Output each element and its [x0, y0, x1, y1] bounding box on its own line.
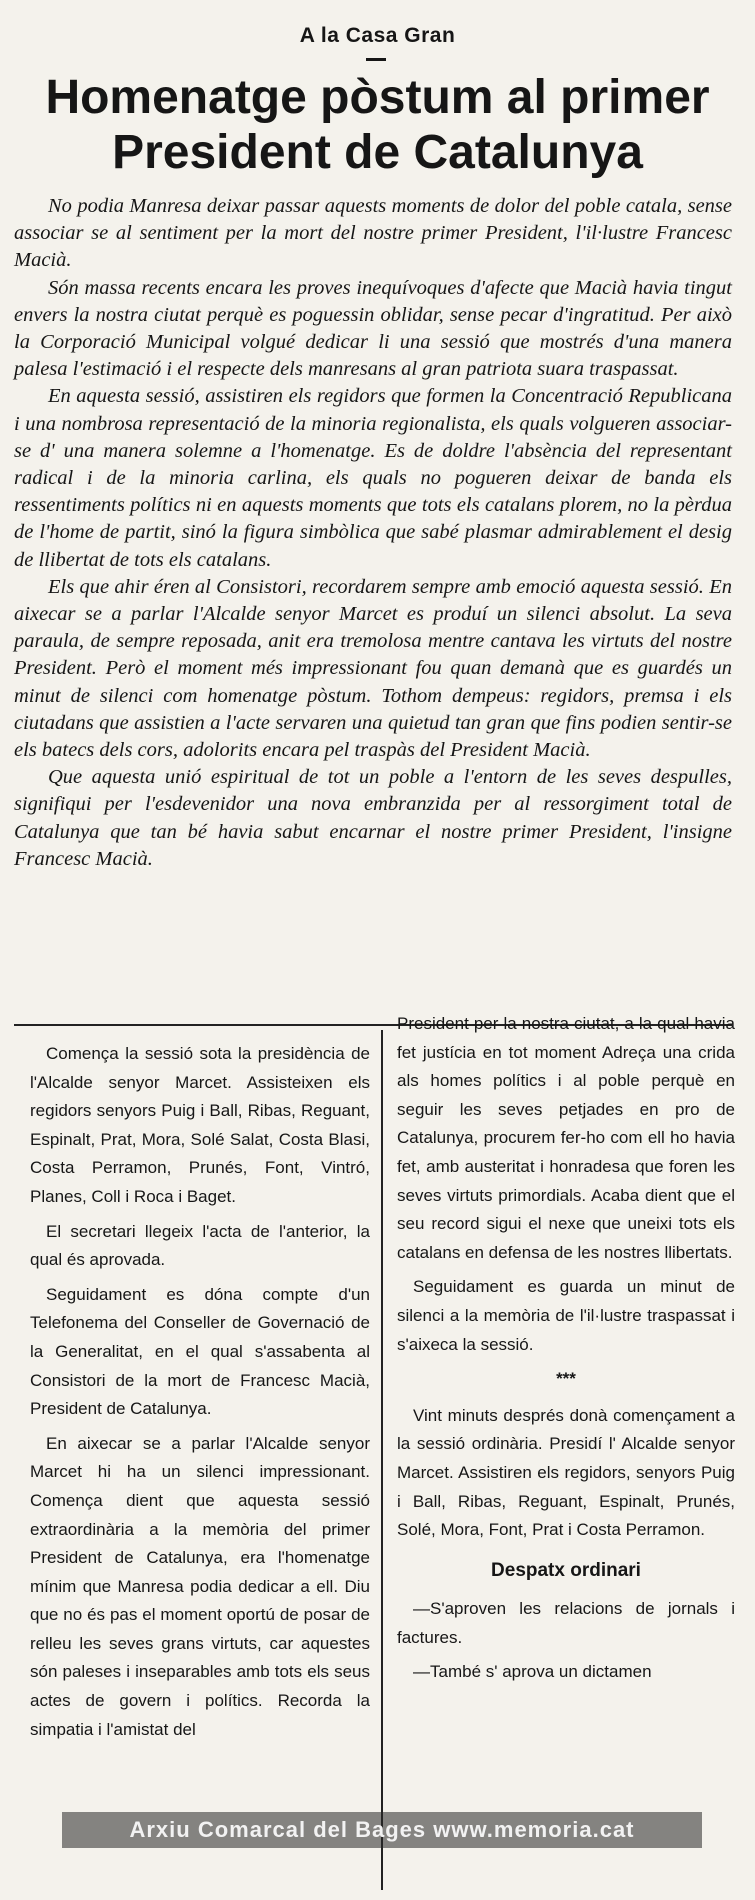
intro-paragraph: En aquesta sessió, assistiren els regidors que formen la Concentració Republicana i una nombrosa representació de la minoria regionalista, els quals volgueren associar-se d' una manera solemne a l'homenatge. Es de doldre l'absència del representant radical i de la minoria carlina, els quals no pogueren deixar de banda els ressentiments polítics ni en aquests moments que tots els catalans plorem, no la pèrdua de l'home de partit, sinó la figura simbòlica que sabé plasmar admirablement el desig de llibertat de tots els catalans. [14, 385, 732, 571]
column-paragraph: Vint minuts després donà començament a la sessió ordinària. Presidí l' Alcalde senyor Marcet. Assistiren els regidors, senyors Puig i Ball, Ribas, Reguant, Espinalt, Prunés, Solé, Mora, Font, Prat i Costa Perramon. [397, 1405, 735, 1540]
intro-paragraph: Que aquesta unió espiritual de tot un poble a l'entorn de les seves despulles, signifiqui per l'esdevenidor una nova embranzida per al ressorgiment total de Catalunya que tan bé havia sabut encarnar el nostre primer President, l'insigne Francesc Macià. [14, 766, 732, 870]
left-column [30, 1040, 370, 1750]
column-paragraph: —També s' aprova un dictamen [413, 1662, 652, 1682]
section-separator: *** [556, 1369, 576, 1389]
column-paragraph: Seguidament es dóna compte d'un Telefonema del Conseller de Governació de la Generalitat, en el qual s'assabenta al Consistori de la mort de Francesc Macià, President de Catalunya. [30, 1284, 370, 1419]
intro-paragraph: Els que ahir éren al Consistori, recordarem sempre amb emoció aquesta sessió. En aixecar se a parlar l'Alcalde senyor Marcet es produí un silenci absolut. La seva paraula, de sempre reposada, anit era tremolosa mentre cantava les virtuts del nostre President. Però el moment més impressionant fou quan demanà que es guardés un minut de silenci com homenatge pòstum. Tothom dempeus: regidors, premsa i els ciutadans que assistien a l'acte servaren una quietud tan gran que fins podien sentir-se els batecs dels cors, adolorits encara pel traspàs del President Macià. [14, 575, 732, 762]
intro-paragraph: No podia Manresa deixar passar aquests moments de dolor del poble catala, sense associar se al sentiment per la mort del nostre primer President, l'il·lustre Francesc Macià. [14, 195, 732, 272]
right-column [397, 1010, 735, 1693]
section-kicker: A la Casa Gran [299, 24, 456, 47]
column-paragraph: Seguidament es guarda un minut de silenci a la memòria de l'il·lustre traspassat i s'aixeca la sessió. [397, 1277, 735, 1354]
column-paragraph: President per la nostra ciutat, a la qual havia fet justícia en tot moment Adreça una crida als homes polítics i al poble perquè en seguir les seves petjades en pro de Catalunya, procurem fer-ho com ell ho havia fet, amb austeritat i honradesa que foren les seves virtuts primordials. Acaba dient que el seu record sigui el nexe que uneixi tots els catalans en defensa de les nostres llibertats. [397, 1014, 735, 1262]
headline-line-2: President de Catalunya [112, 126, 643, 179]
intro-editorial [14, 193, 732, 873]
kicker-divider [366, 58, 386, 61]
intro-paragraph: Són massa recents encara les proves inequívoques d'afecte que Macià havia tingut envers la nostra ciutat perquè es poguessin oblidar, sense pecar d'ingratitud. Per això la Corporació Municipal volgué dedicar li una sessió que mostrés d'una manera palesa l'estimació i el respecte dels manresans al gran patriota suara traspassat. [14, 276, 732, 381]
headline [0, 70, 755, 180]
column-paragraph: Comença la sessió sota la presidència de l'Alcalde senyor Marcet. Assisteixen els regidors senyors Puig i Ball, Ribas, Reguant, Espinalt, Prat, Mora, Solé Salat, Costa Blasi, Costa Perramon, Prunés, Font, Vintró, Planes, Coll i Roca i Baget. [30, 1044, 370, 1206]
column-paragraph: El secretari llegeix l'acta de l'anterior, la qual és aprovada. [30, 1221, 370, 1270]
subheading: Despatx ordinari [491, 1559, 641, 1581]
column-paragraph: En aixecar se a parlar l'Alcalde senyor Marcet hi ha un silenci impressionant. Comença dient que aquesta sessió extraordinària a la memòria del primer President de Catalunya, era l'homenatge mínim que Manresa podia dedicar a ell. Diu que no és pas el moment oportú de posar de relleu les seves grans virtuts, car aquestes són paleses i inseparables amb tots els seus actes de govern i polítics. Recorda la simpatia i l'amistat del [30, 1433, 370, 1739]
archive-watermark: Arxiu Comarcal del Bages www.memoria.cat [62, 1812, 702, 1848]
headline-line-1: Homenatge pòstum al primer [45, 71, 710, 124]
column-divider [381, 1030, 383, 1890]
column-paragraph: —S'aproven les relacions de jornals i factures. [397, 1599, 735, 1647]
